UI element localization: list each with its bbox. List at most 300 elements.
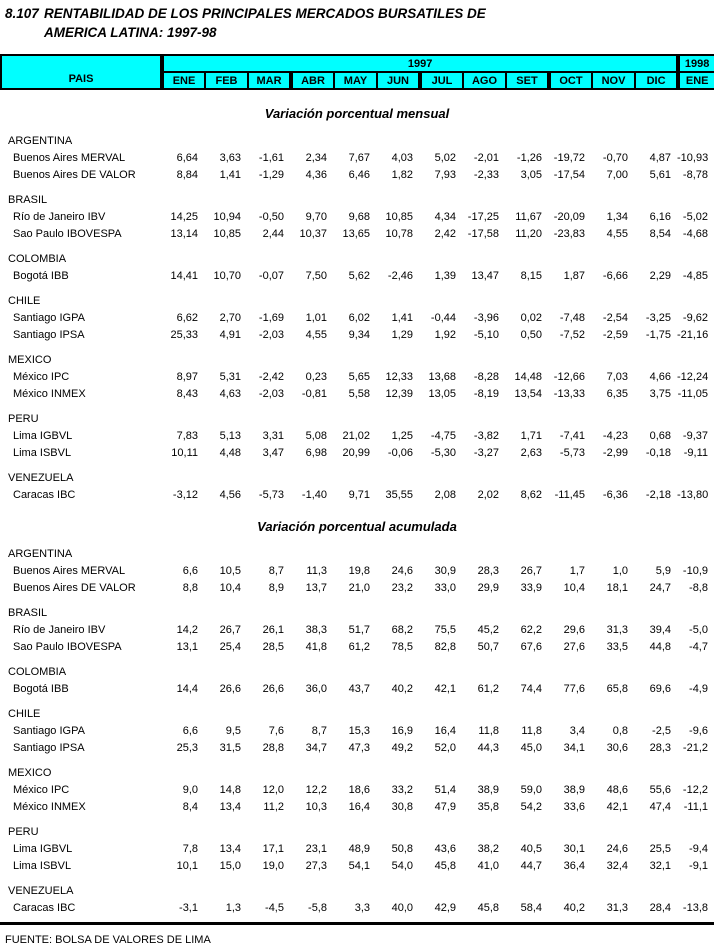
- value-cell: 11,8: [521, 724, 542, 737]
- value-cell: 28,3: [477, 564, 499, 577]
- value-cell: -2,33: [473, 168, 499, 181]
- month-header-abr: ABR: [291, 72, 334, 89]
- value-cell: 38,3: [305, 623, 327, 636]
- value-cell: 43,7: [348, 682, 370, 695]
- value-cell: 55,6: [649, 783, 671, 796]
- value-cell: 75,5: [434, 623, 456, 636]
- index-row: [0, 798, 714, 815]
- value-cell: -4,5: [265, 901, 284, 914]
- value-cell: 40,2: [391, 682, 413, 695]
- spacer-cell: [0, 343, 714, 351]
- value-cell: -2,03: [258, 328, 284, 341]
- title-line-2: AMERICA LATINA: 1997-98: [44, 25, 217, 40]
- value-cell: 4,03: [391, 151, 413, 164]
- value-cell: -5,73: [258, 488, 284, 501]
- value-cell: 9,71: [348, 488, 370, 501]
- value-cell: 34,7: [305, 741, 327, 754]
- section-title-2: Variación porcentual acumulada: [257, 519, 457, 534]
- value-cell: -5,02: [682, 210, 708, 223]
- value-cell: 0,8: [612, 724, 628, 737]
- value-cell: 8,4: [182, 800, 198, 813]
- value-cell: 13,4: [219, 800, 241, 813]
- value-cell: 3,4: [569, 724, 585, 737]
- value-cell: -7,52: [559, 328, 585, 341]
- value-cell: 32,4: [606, 859, 628, 872]
- value-cell: 1,3: [225, 901, 241, 914]
- value-cell: 6,98: [305, 446, 327, 459]
- country-row: [0, 292, 714, 309]
- value-cell: -6,36: [602, 488, 628, 501]
- value-cell: 35,8: [477, 800, 499, 813]
- value-cell: 38,9: [563, 783, 585, 796]
- year-1997-cell: 1997: [162, 55, 678, 72]
- country-row: [0, 250, 714, 267]
- value-cell: 8,9: [268, 581, 284, 594]
- index-label: Santiago IGPA: [13, 311, 85, 324]
- value-cell: 4,56: [219, 488, 241, 501]
- value-cell: 29,6: [563, 623, 585, 636]
- value-cell: 77,6: [563, 682, 585, 695]
- value-cell: -10,93: [677, 151, 709, 164]
- value-cell: 24,6: [606, 842, 628, 855]
- value-cell: 25,5: [649, 842, 671, 855]
- value-cell: 8,97: [176, 370, 198, 383]
- value-cell: 47,9: [434, 800, 456, 813]
- index-row: [0, 638, 714, 655]
- value-cell: 21,0: [348, 581, 370, 594]
- value-cell: 43,6: [434, 842, 456, 855]
- value-cell: 13,65: [342, 227, 370, 240]
- value-cell: 10,70: [213, 269, 241, 282]
- value-cell: 23,1: [305, 842, 327, 855]
- value-cell: -9,37: [682, 429, 708, 442]
- country-row: [0, 351, 714, 368]
- value-cell: -17,54: [553, 168, 585, 181]
- value-cell: 13,14: [170, 227, 198, 240]
- value-cell: -7,41: [559, 429, 585, 442]
- value-cell: 6,46: [348, 168, 370, 181]
- country-label: PERU: [8, 825, 39, 838]
- country-row: [0, 882, 714, 899]
- spacer-cell: [0, 183, 714, 191]
- value-cell: 33,2: [391, 783, 413, 796]
- value-cell: 32,1: [649, 859, 671, 872]
- value-cell: -8,8: [689, 581, 708, 594]
- value-cell: 0,23: [305, 370, 327, 383]
- value-cell: 26,1: [262, 623, 284, 636]
- value-cell: 2,44: [262, 227, 284, 240]
- value-cell: -9,11: [683, 446, 708, 459]
- spacer-row: [0, 756, 714, 764]
- value-cell: 1,82: [391, 168, 413, 181]
- value-cell: 13,05: [428, 387, 456, 400]
- value-cell: 28,5: [262, 640, 284, 653]
- value-cell: 6,6: [182, 564, 198, 577]
- value-cell: 51,7: [348, 623, 370, 636]
- value-cell: 25,4: [219, 640, 241, 653]
- value-cell: -9,1: [689, 859, 708, 872]
- value-cell: 2,29: [649, 269, 671, 282]
- country-row: [0, 823, 714, 840]
- value-cell: 1,0: [612, 564, 628, 577]
- value-cell: -2,5: [652, 724, 671, 737]
- value-cell: 3,47: [262, 446, 284, 459]
- month-header-nov: NOV: [592, 72, 635, 89]
- month-header-jun: JUN: [377, 72, 420, 89]
- value-cell: -0,06: [387, 446, 413, 459]
- index-row: [0, 739, 714, 756]
- value-cell: -0,44: [430, 311, 456, 324]
- value-cell: 10,11: [171, 446, 198, 459]
- value-cell: -1,29: [258, 168, 284, 181]
- index-row: [0, 267, 714, 284]
- value-cell: 59,0: [520, 783, 542, 796]
- value-cell: 3,3: [354, 901, 370, 914]
- value-cell: 2,34: [305, 151, 327, 164]
- spacer-row: [0, 242, 714, 250]
- value-cell: 7,83: [176, 429, 198, 442]
- value-cell: 50,7: [477, 640, 499, 653]
- year-1998-cell: 1998: [678, 55, 714, 72]
- value-cell: 69,6: [649, 682, 671, 695]
- value-cell: -0,70: [602, 151, 628, 164]
- value-cell: 13,68: [428, 370, 456, 383]
- value-cell: 1,71: [520, 429, 542, 442]
- value-cell: 3,31: [262, 429, 284, 442]
- index-label: Bogotá IBB: [13, 269, 69, 282]
- value-cell: 52,0: [434, 741, 456, 754]
- value-cell: 30,6: [606, 741, 628, 754]
- month-header-feb: FEB: [205, 72, 248, 89]
- value-cell: -11,05: [677, 387, 708, 400]
- index-row: [0, 427, 714, 444]
- month-header-dic: DIC: [635, 72, 678, 89]
- value-cell: -10,9: [682, 564, 708, 577]
- value-cell: 24,6: [391, 564, 413, 577]
- value-cell: 6,02: [348, 311, 370, 324]
- value-cell: 62,2: [520, 623, 542, 636]
- index-label: Sao Paulo IBOVESPA: [13, 640, 122, 653]
- index-label: México INMEX: [13, 800, 86, 813]
- value-cell: -1,40: [301, 488, 327, 501]
- spacer-cell: [0, 402, 714, 410]
- value-cell: 10,1: [176, 859, 198, 872]
- value-cell: -3,1: [179, 901, 198, 914]
- value-cell: 10,4: [563, 581, 585, 594]
- value-cell: 38,2: [477, 842, 499, 855]
- value-cell: 1,34: [606, 210, 628, 223]
- data-table-1: [0, 132, 714, 503]
- index-label: México INMEX: [13, 387, 86, 400]
- month-header-mar: MAR: [248, 72, 291, 89]
- value-cell: 4,36: [305, 168, 327, 181]
- country-row: [0, 410, 714, 427]
- value-cell: -9,4: [689, 842, 708, 855]
- value-cell: 29,9: [477, 581, 499, 594]
- value-cell: 45,8: [434, 859, 456, 872]
- value-cell: -2,99: [602, 446, 628, 459]
- value-cell: 2,02: [477, 488, 499, 501]
- value-cell: 8,43: [176, 387, 198, 400]
- index-label: Río de Janeiro IBV: [13, 623, 106, 636]
- value-cell: 5,65: [348, 370, 370, 383]
- spacer-cell: [0, 874, 714, 882]
- index-row: [0, 149, 714, 166]
- value-cell: 12,2: [305, 783, 327, 796]
- value-cell: -4,9: [689, 682, 708, 695]
- value-cell: 30,9: [434, 564, 456, 577]
- value-cell: 8,7: [311, 724, 327, 737]
- value-cell: -12,24: [677, 370, 709, 383]
- table-number: 8.107: [5, 6, 39, 21]
- spacer-row: [0, 461, 714, 469]
- value-cell: 33,5: [606, 640, 628, 653]
- value-cell: 15,3: [348, 724, 370, 737]
- index-label: Lima IGBVL: [13, 429, 73, 442]
- index-label: México IPC: [13, 783, 70, 796]
- value-cell: -12,66: [553, 370, 585, 383]
- country-row: [0, 545, 714, 562]
- country-label: PERU: [8, 412, 39, 425]
- value-cell: 31,3: [606, 623, 628, 636]
- value-cell: 11,20: [515, 227, 542, 240]
- value-cell: -4,23: [602, 429, 628, 442]
- country-label: BRASIL: [8, 193, 48, 206]
- value-cell: 2,70: [219, 311, 241, 324]
- value-cell: 4,48: [219, 446, 241, 459]
- value-cell: -3,25: [645, 311, 671, 324]
- value-cell: 5,62: [348, 269, 370, 282]
- value-cell: -7,48: [559, 311, 585, 324]
- country-label: BRASIL: [8, 606, 48, 619]
- index-label: Buenos Aires DE VALOR: [13, 168, 136, 181]
- index-row: [0, 781, 714, 798]
- value-cell: 2,42: [434, 227, 456, 240]
- value-cell: -2,03: [258, 387, 284, 400]
- value-cell: 42,1: [606, 800, 628, 813]
- spacer-row: [0, 284, 714, 292]
- value-cell: 7,50: [305, 269, 327, 282]
- value-cell: 5,61: [649, 168, 671, 181]
- index-row: [0, 579, 714, 596]
- value-cell: -19,72: [553, 151, 585, 164]
- value-cell: 4,63: [219, 387, 241, 400]
- value-cell: 14,4: [176, 682, 198, 695]
- index-label: Santiago IGPA: [13, 724, 85, 737]
- value-cell: -12,2: [682, 783, 708, 796]
- country-row: [0, 191, 714, 208]
- value-cell: 13,47: [471, 269, 499, 282]
- country-label: VENEZUELA: [8, 884, 74, 897]
- value-cell: 48,6: [606, 783, 628, 796]
- value-cell: 11,3: [306, 564, 327, 577]
- value-cell: 48,9: [348, 842, 370, 855]
- value-cell: -3,12: [172, 488, 198, 501]
- index-row: [0, 840, 714, 857]
- index-row: [0, 225, 714, 242]
- value-cell: -2,01: [473, 151, 499, 164]
- value-cell: -3,96: [473, 311, 499, 324]
- value-cell: 14,41: [170, 269, 198, 282]
- country-row: [0, 132, 714, 149]
- month-header-oct: OCT: [549, 72, 592, 89]
- value-cell: 16,9: [391, 724, 413, 737]
- value-cell: 0,02: [520, 311, 542, 324]
- column-header-table: [0, 54, 714, 90]
- value-cell: -20,09: [553, 210, 585, 223]
- spacer-cell: [0, 242, 714, 250]
- country-label: COLOMBIA: [8, 665, 67, 678]
- month-header-ene-1998: ENE: [678, 72, 714, 89]
- month-header-may: MAY: [334, 72, 377, 89]
- value-cell: 41,0: [477, 859, 499, 872]
- country-label: COLOMBIA: [8, 252, 67, 265]
- spacer-row: [0, 402, 714, 410]
- index-label: Lima ISBVL: [13, 446, 72, 459]
- value-cell: 1,41: [219, 168, 241, 181]
- section-title-1: Variación porcentual mensual: [264, 106, 450, 121]
- country-label: ARGENTINA: [8, 134, 73, 147]
- value-cell: 28,3: [649, 741, 671, 754]
- value-cell: 9,0: [182, 783, 198, 796]
- value-cell: 12,0: [262, 783, 284, 796]
- index-label: Caracas IBC: [13, 901, 76, 914]
- value-cell: 2,08: [434, 488, 456, 501]
- value-cell: -21,2: [682, 741, 708, 754]
- value-cell: 8,7: [268, 564, 284, 577]
- value-cell: 10,3: [305, 800, 327, 813]
- value-cell: 6,6: [182, 724, 198, 737]
- value-cell: 15,0: [219, 859, 241, 872]
- value-cell: 12,39: [385, 387, 413, 400]
- value-cell: 14,48: [514, 370, 542, 383]
- index-row: [0, 166, 714, 183]
- value-cell: -17,25: [467, 210, 499, 223]
- value-cell: 9,70: [305, 210, 327, 223]
- index-label: Sao Paulo IBOVESPA: [13, 227, 122, 240]
- value-cell: 8,15: [520, 269, 542, 282]
- value-cell: -9,62: [682, 311, 708, 324]
- value-cell: 39,4: [649, 623, 671, 636]
- value-cell: 13,54: [514, 387, 542, 400]
- value-cell: -8,28: [473, 370, 499, 383]
- value-cell: -4,75: [430, 429, 456, 442]
- index-row: [0, 326, 714, 343]
- title-line-1: RENTABILIDAD DE LOS PRINCIPALES MERCADOS BURSATILES DE: [44, 6, 486, 21]
- value-cell: -1,26: [516, 151, 542, 164]
- value-cell: 0,50: [520, 328, 542, 341]
- index-row: [0, 722, 714, 739]
- value-cell: 6,62: [176, 311, 198, 324]
- value-cell: 47,4: [649, 800, 671, 813]
- value-cell: 26,6: [262, 682, 284, 695]
- value-cell: 4,55: [305, 328, 327, 341]
- value-cell: 28,8: [262, 741, 284, 754]
- value-cell: 33,0: [434, 581, 456, 594]
- value-cell: -1,61: [258, 151, 284, 164]
- value-cell: 82,8: [434, 640, 456, 653]
- spacer-cell: [0, 655, 714, 663]
- value-cell: 8,62: [520, 488, 542, 501]
- value-cell: 54,0: [391, 859, 413, 872]
- value-cell: 10,37: [299, 227, 327, 240]
- index-label: Santiago IPSA: [13, 741, 85, 754]
- index-label: Lima ISBVL: [13, 859, 72, 872]
- value-cell: 40,0: [391, 901, 413, 914]
- spacer-row: [0, 815, 714, 823]
- spacer-row: [0, 183, 714, 191]
- value-cell: 65,8: [606, 682, 628, 695]
- value-cell: 2,63: [520, 446, 542, 459]
- value-cell: 1,7: [569, 564, 585, 577]
- value-cell: 1,25: [391, 429, 413, 442]
- spacer-row: [0, 655, 714, 663]
- value-cell: -8,19: [473, 387, 499, 400]
- value-cell: 17,1: [262, 842, 284, 855]
- value-cell: 31,5: [219, 741, 241, 754]
- value-cell: 9,34: [348, 328, 370, 341]
- value-cell: -2,59: [602, 328, 628, 341]
- value-cell: 26,6: [219, 682, 241, 695]
- value-cell: 10,94: [213, 210, 241, 223]
- value-cell: 3,75: [649, 387, 671, 400]
- value-cell: 42,1: [434, 682, 456, 695]
- month-header-set: SET: [506, 72, 549, 89]
- value-cell: 74,4: [520, 682, 542, 695]
- index-row: [0, 444, 714, 461]
- value-cell: 5,08: [305, 429, 327, 442]
- index-row: [0, 208, 714, 225]
- value-cell: -4,68: [682, 227, 708, 240]
- value-cell: 5,31: [219, 370, 241, 383]
- value-cell: 14,25: [170, 210, 198, 223]
- pais-header-cell: PAIS: [1, 55, 162, 89]
- value-cell: 19,0: [262, 859, 284, 872]
- spacer-cell: [0, 756, 714, 764]
- value-cell: 44,8: [649, 640, 671, 653]
- value-cell: -13,8: [682, 901, 708, 914]
- index-label: Buenos Aires MERVAL: [13, 564, 126, 577]
- country-row: [0, 705, 714, 722]
- value-cell: -9,6: [689, 724, 708, 737]
- index-row: [0, 621, 714, 638]
- month-header-ene: ENE: [162, 72, 205, 89]
- month-header-ago: AGO: [463, 72, 506, 89]
- index-row: [0, 680, 714, 697]
- value-cell: -21,16: [677, 328, 709, 341]
- value-cell: -8,78: [682, 168, 708, 181]
- value-cell: 36,4: [563, 859, 585, 872]
- country-row: [0, 764, 714, 781]
- value-cell: -6,66: [602, 269, 628, 282]
- value-cell: 27,6: [563, 640, 585, 653]
- spacer-cell: [0, 284, 714, 292]
- index-label: Caracas IBC: [13, 488, 76, 501]
- value-cell: 0,68: [649, 429, 671, 442]
- spacer-row: [0, 874, 714, 882]
- value-cell: 34,1: [563, 741, 585, 754]
- value-cell: 10,85: [385, 210, 413, 223]
- value-cell: -3,27: [473, 446, 499, 459]
- value-cell: 35,55: [385, 488, 413, 501]
- value-cell: 50,8: [391, 842, 413, 855]
- index-label: Bogotá IBB: [13, 682, 69, 695]
- value-cell: 68,2: [391, 623, 413, 636]
- value-cell: -2,42: [258, 370, 284, 383]
- month-header-jul: JUL: [420, 72, 463, 89]
- spacer-cell: [0, 461, 714, 469]
- value-cell: 21,02: [342, 429, 370, 442]
